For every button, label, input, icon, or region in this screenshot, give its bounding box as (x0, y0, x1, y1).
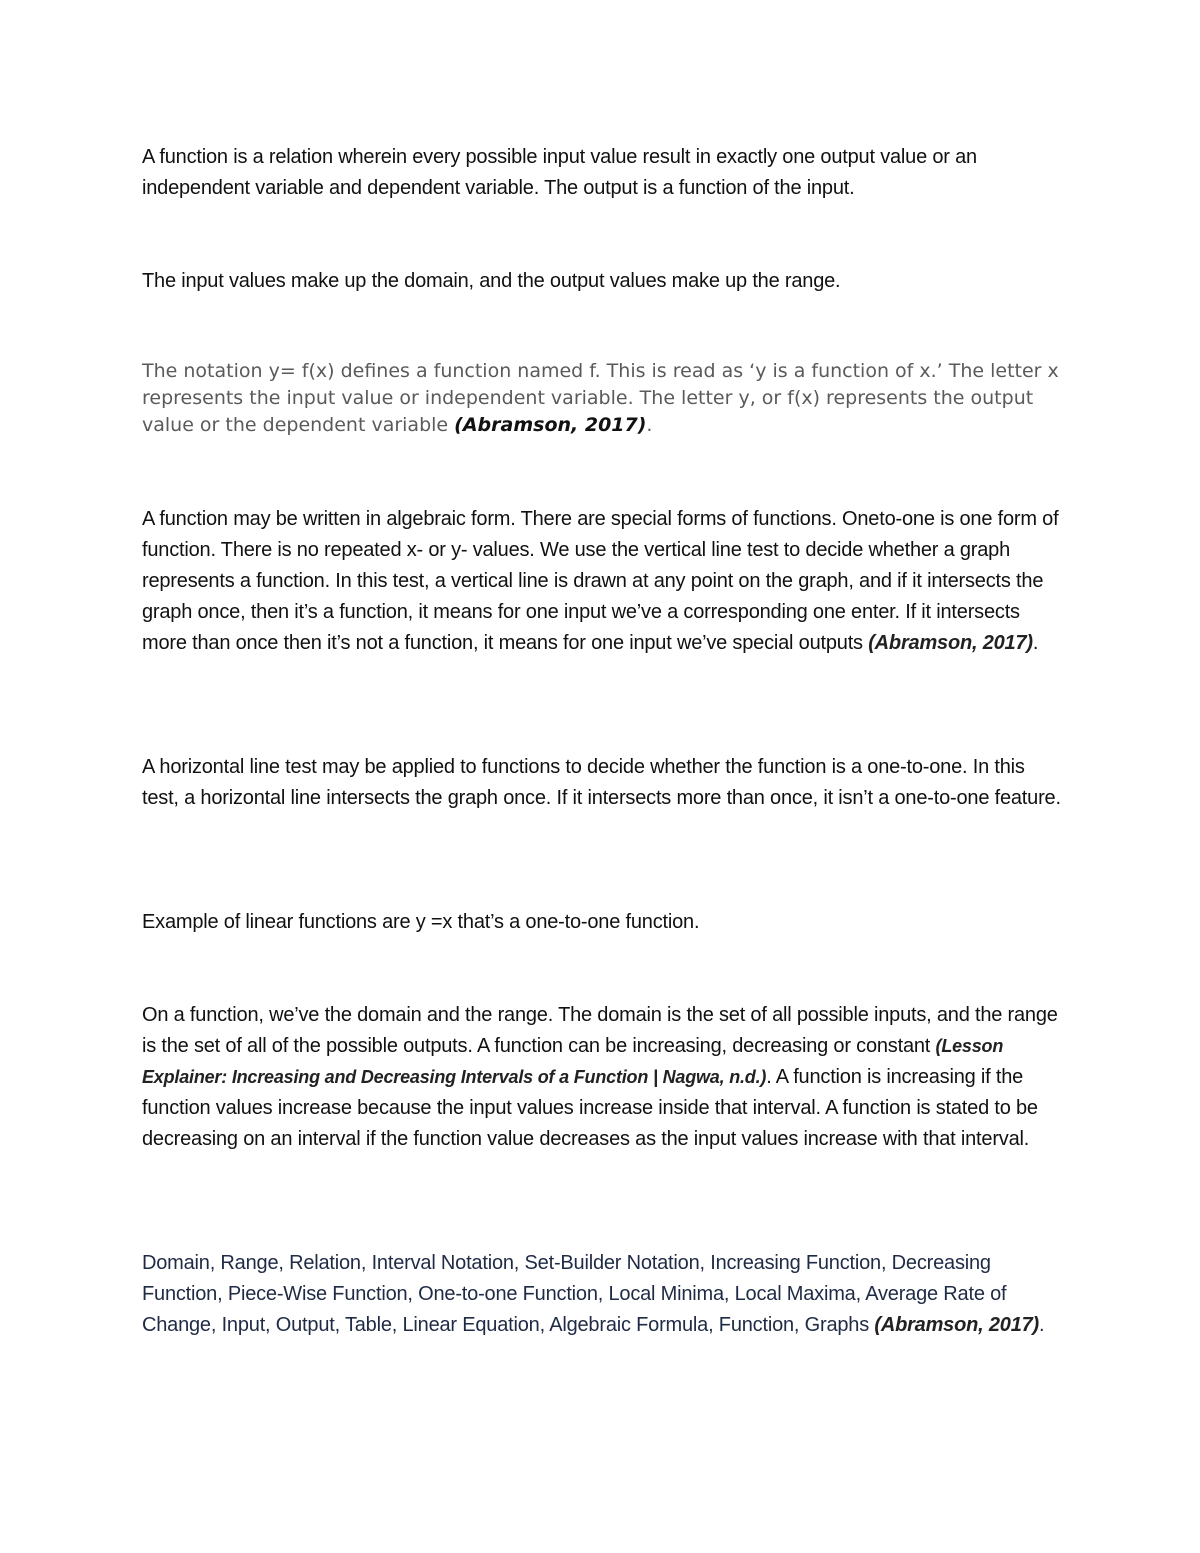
paragraph-horizontal-line-test (142, 752, 1062, 814)
citation: (Abramson, 2017) (868, 632, 1033, 654)
paragraph-text: A function is a relation wherein every possible input value result in exactly one output value or an independent variable and dependent variable. The output is a function of the input. (142, 146, 977, 199)
paragraph-text: Example of linear functions are y =x that’s a one-to-one function. (142, 911, 700, 933)
paragraph-algebraic-form (142, 504, 1062, 659)
paragraph-keywords (142, 1248, 1062, 1341)
paragraph-linear-example (142, 907, 1062, 938)
paragraph-notation (142, 358, 1062, 439)
paragraph-text: Domain, Range, Relation, Interval Notation, Set-Builder Notation, Increasing Function, Decreasing Function, Piece-Wise Function, One-to-one Function, Local Minima, Local Maxima, Average Rate of Change, Input, Output, Table, Linear Equation, Algebraic Formula, Function, Graphs (142, 1252, 1007, 1336)
paragraph-text: On a function, we’ve the domain and the range. The domain is the set of all possible inputs, and the range is the set of all of the possible outputs. A function can be increasing, decreasing or constant (142, 1004, 1058, 1057)
paragraph-end: . (646, 414, 653, 436)
paragraph-domain-range (142, 266, 1062, 297)
citation: (Abramson, 2017) (874, 1314, 1040, 1336)
paragraph-text: A function may be written in algebraic form. There are special forms of functions. Oneto-one is one form of function. There is no repeated x- or y- values. We use the vertical line test to decide whether a graph represents a function. In this test, a vertical line is drawn at any point on the graph, and if it intersects the graph once, then it’s a function, it means for one input we’ve a corresponding one enter. If it intersects more than once then it’s not a function, it means for one input we’ve special outputs (142, 508, 1059, 654)
paragraph-text-after: . A function is increasing if the function values increase because the input values increase inside that interval. A function is stated to be decreasing on an interval if the function value decreases as the input values increase with that interval. (142, 1066, 1038, 1150)
paragraph-text: The notation y= f(x) defines a function named f. This is read as ‘y is a function of x.’ The letter x represents the input value or independent variable. The letter y, or f(x) represents the output value or the dependent variable (142, 360, 1059, 436)
paragraph-end: . (1032, 632, 1039, 654)
citation: (Abramson, 2017) (454, 414, 647, 436)
paragraph-text: The input values make up the domain, and the output values make up the range. (142, 270, 841, 292)
paragraph-text: A horizontal line test may be applied to functions to decide whether the function is a one-to-one. In this test, a horizontal line intersects the graph once. If it intersects more than once, it isn’t a one-to-one feature. (142, 756, 1061, 809)
paragraph-increasing-decreasing (142, 1000, 1062, 1155)
citation: (Lesson Explainer: Increasing and Decreasing Intervals of a Function | Nagwa, n.d.) (142, 1036, 1004, 1087)
paragraph-function-definition (142, 142, 1062, 204)
paragraph-end: . (1039, 1314, 1045, 1336)
